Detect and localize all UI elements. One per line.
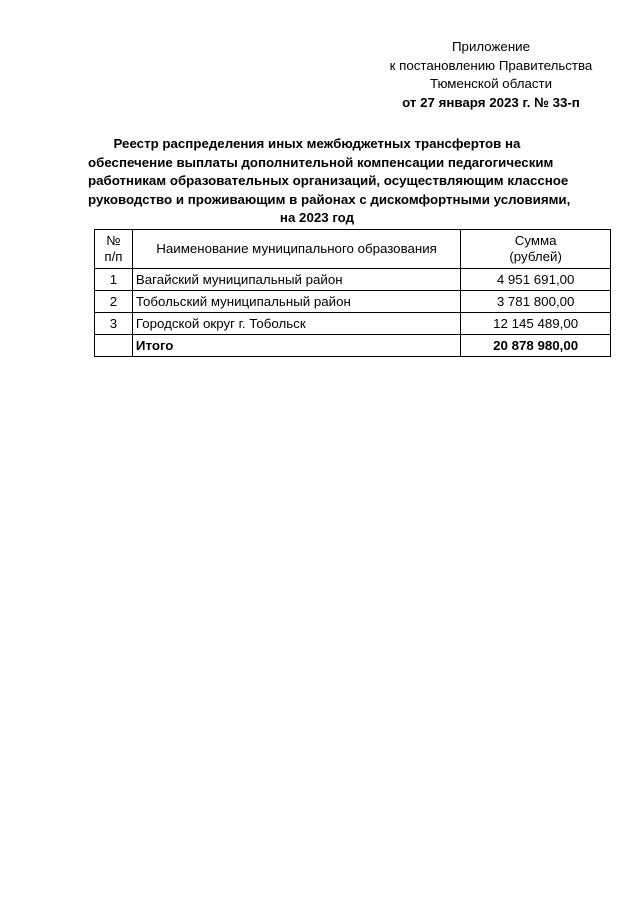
row-num: 3: [95, 313, 133, 335]
total-label: Итого: [132, 335, 460, 357]
header-num-line2: п/п: [104, 249, 123, 264]
row-num: 1: [95, 269, 133, 291]
title-line-1: Реестр распределения иных межбюджетных трансфертов на: [113, 136, 521, 151]
row-num: 2: [95, 291, 133, 313]
row-name: Городской округ г. Тобольск: [132, 313, 460, 335]
appendix-reference: к постановлению Правительства: [389, 57, 593, 73]
title-line-2: обеспечение выплаты дополнительной компенсации педагогическим: [88, 154, 554, 170]
row-sum: 4 951 691,00: [461, 269, 611, 291]
title-line-3: работникам образовательных организаций, осуществляющим классное: [88, 173, 569, 188]
document-title: [88, 135, 571, 228]
header-sum: [461, 230, 611, 269]
header-num: [95, 230, 133, 269]
header-sum-line2: (рублей): [509, 249, 562, 264]
row-name: Тобольский муниципальный район: [132, 291, 460, 313]
header-name: Наименование муниципального образования: [132, 230, 460, 269]
header-num-line1: №: [106, 233, 121, 248]
row-name: Вагайский муниципальный район: [132, 269, 460, 291]
appendix-label: Приложение: [452, 39, 530, 54]
table-row: [95, 269, 611, 291]
appendix-region: Тюменской области: [429, 76, 553, 91]
table-row: [95, 313, 611, 335]
table-header-row: [95, 230, 611, 269]
total-num: [95, 335, 133, 357]
table-row: [95, 291, 611, 313]
appendix-block: [380, 38, 602, 112]
table-total-row: [95, 335, 611, 357]
registry-table: [94, 229, 611, 357]
row-sum: 3 781 800,00: [461, 291, 611, 313]
title-line-4: руководство и проживающим в районах с дискомфортными условиями,: [88, 191, 571, 207]
appendix-date-number: от 27 января 2023 г. № 33-п: [402, 94, 580, 110]
total-sum: 20 878 980,00: [461, 335, 611, 357]
header-sum-line1: Сумма: [514, 233, 557, 248]
row-sum: 12 145 489,00: [461, 313, 611, 335]
title-line-5: на 2023 год: [279, 210, 355, 225]
